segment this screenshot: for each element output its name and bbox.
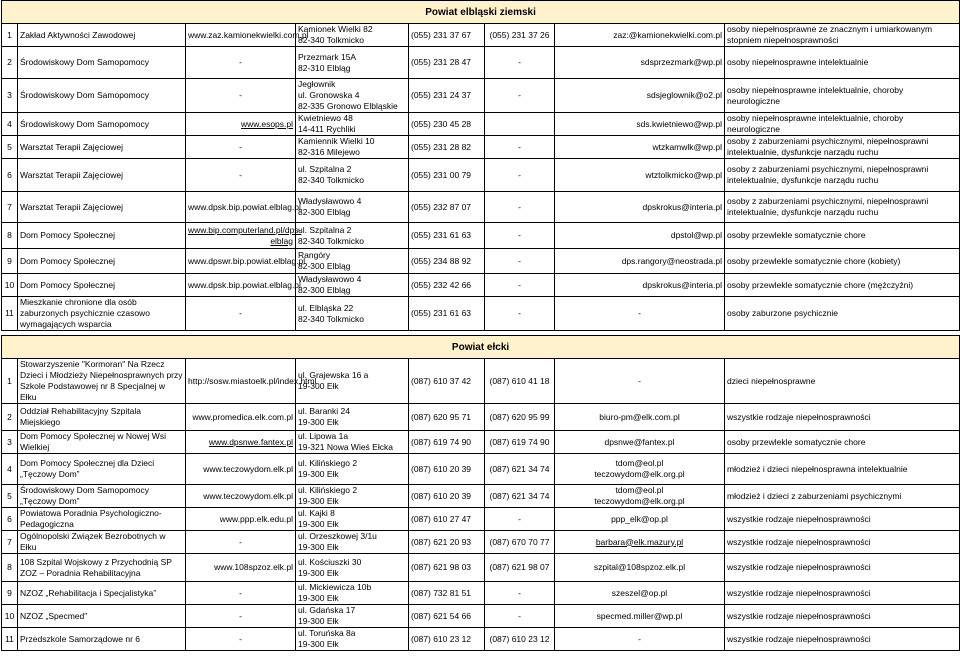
table-row [2,359,960,404]
phone: (055) 232 42 66 [409,274,485,297]
email-link[interactable]: sdsjeglownik@o2.pl [555,79,725,113]
email-link[interactable]: tdom@eol.pl teczowydom@elk.org.pl [555,485,725,508]
table-row [2,605,960,628]
fax: - [485,274,555,297]
address: ul. Kilińskiego 2 19-300 Ełk [296,454,409,485]
target-group: osoby przewlekle somatycznie chore (mężczyźni) [725,274,960,297]
address: ul. Mickiewicza 10b 19-300 Ełk [296,582,409,605]
table-row [2,454,960,485]
target-group: wszystkie rodzaje niepełnosprawności [725,508,960,531]
website-link[interactable]: www.teczowydom.elk.pl [186,454,296,485]
address: Rangóry 82-300 Elbląg [296,249,409,274]
website-link[interactable]: www.dpsnwe.fantex.pl [186,431,296,454]
website-link: - [186,582,296,605]
row-number: 10 [2,274,18,297]
phone: (055) 231 61 63 [409,297,485,331]
address: Kamionek Wielki 82 82-340 Tolkmicko [296,24,409,47]
phone: (087) 619 74 90 [409,431,485,454]
institution-name: 108 Szpital Wojskowy z Przychodnią SP ZOZ – Poradnia Rehabilitacyjna [18,554,186,582]
table-row [2,136,960,159]
fax: (087) 621 34 74 [485,454,555,485]
phone: (087) 610 27 47 [409,508,485,531]
row-number: 3 [2,79,18,113]
table-row [2,628,960,651]
row-number: 6 [2,508,18,531]
fax: - [485,136,555,159]
email-link[interactable]: dpskrokus@interia.pl [555,192,725,223]
table-row [2,485,960,508]
website-link[interactable]: www.teczowydom.elk.pl [186,485,296,508]
institution-name: Mieszkanie chronione dla osób zaburzonych psychicznie czasowo wymagających wsparcia [18,297,186,331]
table-row [2,223,960,249]
phone: (055) 230 45 28 [409,113,485,136]
address: ul. Orzeszkowej 3/1u 19-300 Ełk [296,531,409,554]
table-row [2,297,960,331]
institution-name: Dom Pomocy Społecznej [18,274,186,297]
row-number: 5 [2,485,18,508]
target-group: osoby niepełnosprawne ze znacznym i umiarkowanym stopniem niepełnosprawności [725,24,960,47]
phone: (087) 610 20 39 [409,485,485,508]
website-link: - [186,628,296,651]
target-group: młodzież i dzieci z zaburzeniami psychicznymi [725,485,960,508]
table-row [2,47,960,79]
email-link[interactable]: specmed.miller@wp.pl [555,605,725,628]
email-link[interactable]: dps.rangory@neostrada.pl [555,249,725,274]
phone: (087) 621 54 66 [409,605,485,628]
website-link: - [186,136,296,159]
target-group: osoby zaburzone psychicznie [725,297,960,331]
fax: (087) 610 23 12 [485,628,555,651]
address: ul. Elbląska 22 82-340 Tolkmicko [296,297,409,331]
institution-name: NZOZ „Rehabilitacja i Specjalistyka” [18,582,186,605]
institution-name: Przedszkole Samorządowe nr 6 [18,628,186,651]
row-number: 1 [2,24,18,47]
target-group: osoby przewlekle somatycznie chore [725,223,960,249]
email-link[interactable]: dpskrokus@interia.pl [555,274,725,297]
address: ul. Kajki 8 19-300 Ełk [296,508,409,531]
table-row [2,531,960,554]
row-number: 4 [2,454,18,485]
fax: - [485,159,555,192]
row-number: 9 [2,249,18,274]
website-link[interactable]: www.108spzoz.elk.pl [186,554,296,582]
email-link[interactable]: wtztolkmicko@wp.pl [555,159,725,192]
fax: - [485,47,555,79]
website-link: - [186,159,296,192]
fax: - [485,605,555,628]
email-link[interactable]: barbara@elk.mazury.pl [555,531,725,554]
address: ul. Toruńska 8a 19-300 Ełk [296,628,409,651]
institution-name: Ogólnopolski Związek Bezrobotnych w Ełku [18,531,186,554]
fax: - [485,297,555,331]
email-link[interactable]: sdsprzezmark@wp.pl [555,47,725,79]
institution-name: Powiatowa Poradnia Psychologiczno-Pedagogiczna [18,508,186,531]
table-row [2,582,960,605]
phone: (055) 231 28 47 [409,47,485,79]
email-link[interactable]: ppp_elk@op.pl [555,508,725,531]
fax: (087) 621 98 07 [485,554,555,582]
section-title: Powiat ełcki [2,336,960,359]
row-number: 6 [2,159,18,192]
fax: (087) 621 34 74 [485,485,555,508]
row-number: 2 [2,404,18,431]
target-group: dzieci niepełnosprawne [725,359,960,404]
address: Kwietniewo 48 14-411 Rychliki [296,113,409,136]
row-number: 10 [2,605,18,628]
email-link[interactable]: wtzkamwlk@wp.pl [555,136,725,159]
fax: (087) 610 41 18 [485,359,555,404]
target-group: osoby przewlekle somatycznie chore [725,431,960,454]
target-group: wszystkie rodzaje niepełnosprawności [725,554,960,582]
institution-name: Stowarzyszenie "Kormoran" Na Rzecz Dzieci i Młodzieży Niepełnosprawnych przy Szkole Podstawowej nr 8 Specjalnej w Ełku [18,359,186,404]
institution-name: Dom Pomocy Społecznej [18,249,186,274]
email-link: - [555,359,725,404]
institution-name: Środowiskowy Dom Samopomocy [18,79,186,113]
target-group: wszystkie rodzaje niepełnosprawności [725,531,960,554]
fax [485,113,555,136]
email-link: - [555,628,725,651]
fax: - [485,192,555,223]
email-link[interactable]: dpstol@wp.pl [555,223,725,249]
row-number: 2 [2,47,18,79]
phone: (087) 621 20 93 [409,531,485,554]
fax: - [485,249,555,274]
institution-name: Dom Pomocy Społecznej w Nowej Wsi Wielkiej [18,431,186,454]
target-group: osoby z zaburzeniami psychicznymi, niepełnosprawni intelektualnie, dysfunkcje narządu ruchu [725,136,960,159]
phone: (055) 231 00 79 [409,159,485,192]
target-group: młodzież i dzieci niepełnosprawna intelektualnie [725,454,960,485]
table-row [2,249,960,274]
email-link[interactable]: biuro-pm@elk.com.pl [555,404,725,431]
row-number: 4 [2,113,18,136]
row-number: 7 [2,531,18,554]
email-link[interactable]: zaz:@kamionekwielki.com.pl [555,24,725,47]
table-row [2,404,960,431]
target-group: wszystkie rodzaje niepełnosprawności [725,628,960,651]
row-number: 8 [2,554,18,582]
row-number: 11 [2,628,18,651]
target-group: wszystkie rodzaje niepełnosprawności [725,605,960,628]
website-link[interactable]: www.ppp.elk.edu.pl [186,508,296,531]
address: ul. Grajewska 16 a 19-300 Ełk [296,359,409,404]
email-link: - [555,297,725,331]
row-number: 8 [2,223,18,249]
fax: (087) 670 70 77 [485,531,555,554]
phone: (087) 732 81 51 [409,582,485,605]
fax: - [485,79,555,113]
email-link[interactable]: szpital@108spzoz.elk.pl [555,554,725,582]
email-link[interactable]: tdom@eol.pl teczowydom@elk.org.pl [555,454,725,485]
institution-name: Środowiskowy Dom Samopomocy [18,47,186,79]
institution-name: NZOZ „Specmed” [18,605,186,628]
website-link: - [186,47,296,79]
address: Kamiennik Wielki 10 82-316 Milejewo [296,136,409,159]
target-group: osoby niepełnosprawne intelektualnie [725,47,960,79]
institution-name: Zakład Aktywności Zawodowej [18,24,186,47]
address: Przezmark 15A 82-310 Elbląg [296,47,409,79]
phone: (087) 610 23 12 [409,628,485,651]
institution-name: Środowiskowy Dom Samopomocy „Tęczowy Dom” [18,485,186,508]
website-link[interactable]: www.dpsk.bip.powiat.elblag.pl [186,274,296,297]
target-group: wszystkie rodzaje niepełnosprawności [725,582,960,605]
fax: (087) 620 95 99 [485,404,555,431]
table-row [2,24,960,47]
website-link: - [186,531,296,554]
target-group: osoby niepełnosprawne intelektualnie, choroby neurologiczne [725,79,960,113]
address: ul. Kilińskiego 2 19-300 Ełk [296,485,409,508]
phone: (055) 234 88 92 [409,249,485,274]
institution-name: Dom Pomocy Społecznej [18,223,186,249]
institution-name: Dom Pomocy Społecznej dla Dzieci „Tęczowy Dom” [18,454,186,485]
website-link[interactable]: www.bip.computerland.pl/dps-elblag [186,223,296,249]
target-group: osoby z zaburzeniami psychicznymi, niepełnosprawni intelektualnie, dysfunkcje narządu ruchu [725,192,960,223]
website-link: - [186,297,296,331]
email-link[interactable]: dpsnwe@fantex.pl [555,431,725,454]
address: Władysławowo 4 82-300 Elbląg [296,274,409,297]
phone: (055) 232 87 07 [409,192,485,223]
section-title: Powiat elbląski ziemski [2,1,960,24]
row-number: 11 [2,297,18,331]
address: ul. Baranki 24 19-300 Ełk [296,404,409,431]
target-group: osoby przewlekle somatycznie chore (kobiety) [725,249,960,274]
section-title-row [2,336,960,359]
address: ul. Szpitalna 2 82-340 Tolkmicko [296,223,409,249]
fax: (055) 231 37 26 [485,24,555,47]
fax: - [485,223,555,249]
phone: (055) 231 28 82 [409,136,485,159]
row-number: 9 [2,582,18,605]
website-link[interactable]: www.zaz.kamionekwielki.com.pl [186,24,296,47]
phone: (087) 610 20 39 [409,454,485,485]
institution-name: Warsztat Terapii Zajęciowej [18,159,186,192]
row-number: 7 [2,192,18,223]
institution-name: Warsztat Terapii Zajęciowej [18,192,186,223]
website-link: - [186,605,296,628]
section-title-row [2,1,960,24]
table-row [2,554,960,582]
table-row [2,508,960,531]
address: ul. Szpitalna 2 82-340 Tolkmicko [296,159,409,192]
phone: (087) 620 95 71 [409,404,485,431]
website-link[interactable]: www.dpswr.bip.powiat.elblag.pl [186,249,296,274]
email-link[interactable]: sds.kwietniewo@wp.pl [555,113,725,136]
table-row [2,192,960,223]
fax: - [485,582,555,605]
phone: (055) 231 61 63 [409,223,485,249]
row-number: 5 [2,136,18,159]
email-link[interactable]: szeszel@op.pl [555,582,725,605]
row-number: 1 [2,359,18,404]
website-link[interactable]: www.dpsk.bip.powiat.elblag.pl [186,192,296,223]
fax: - [485,508,555,531]
table-row [2,159,960,192]
table-row [2,79,960,113]
row-number: 3 [2,431,18,454]
address: ul. Gdańska 17 19-300 Ełk [296,605,409,628]
address: Władysławowo 4 82-300 Elbląg [296,192,409,223]
institutions-table [1,0,960,651]
table-row [2,431,960,454]
target-group: wszystkie rodzaje niepełnosprawności [725,404,960,431]
institution-name: Warsztat Terapii Zajęciowej [18,136,186,159]
address: ul. Kościuszki 30 19-300 Ełk [296,554,409,582]
target-group: osoby z zaburzeniami psychicznymi, niepełnosprawni intelektualnie, dysfunkcje narządu ruchu [725,159,960,192]
table-row [2,113,960,136]
institution-name: Środowiskowy Dom Samopomocy [18,113,186,136]
website-link: - [186,79,296,113]
phone: (087) 621 98 03 [409,554,485,582]
address: Jegłownik ul. Gronowska 4 82-335 Gronowo Elbląskie [296,79,409,113]
target-group: osoby niepełnosprawne intelektualnie, choroby neurologiczne [725,113,960,136]
address: ul. Lipowa 1a 19-321 Nowa Wieś Ełcka [296,431,409,454]
institution-name: Oddział Rehabilitacyjny Szpitala Miejskiego [18,404,186,431]
phone: (055) 231 37 67 [409,24,485,47]
phone: (087) 610 37 42 [409,359,485,404]
website-link[interactable]: www.esops.pl [186,113,296,136]
website-link[interactable]: http://sosw.miastoelk.pl/index.html [186,359,296,404]
fax: (087) 619 74 90 [485,431,555,454]
table-row [2,274,960,297]
phone: (055) 231 24 37 [409,79,485,113]
website-link[interactable]: www.promedica.elk.com.pl [186,404,296,431]
